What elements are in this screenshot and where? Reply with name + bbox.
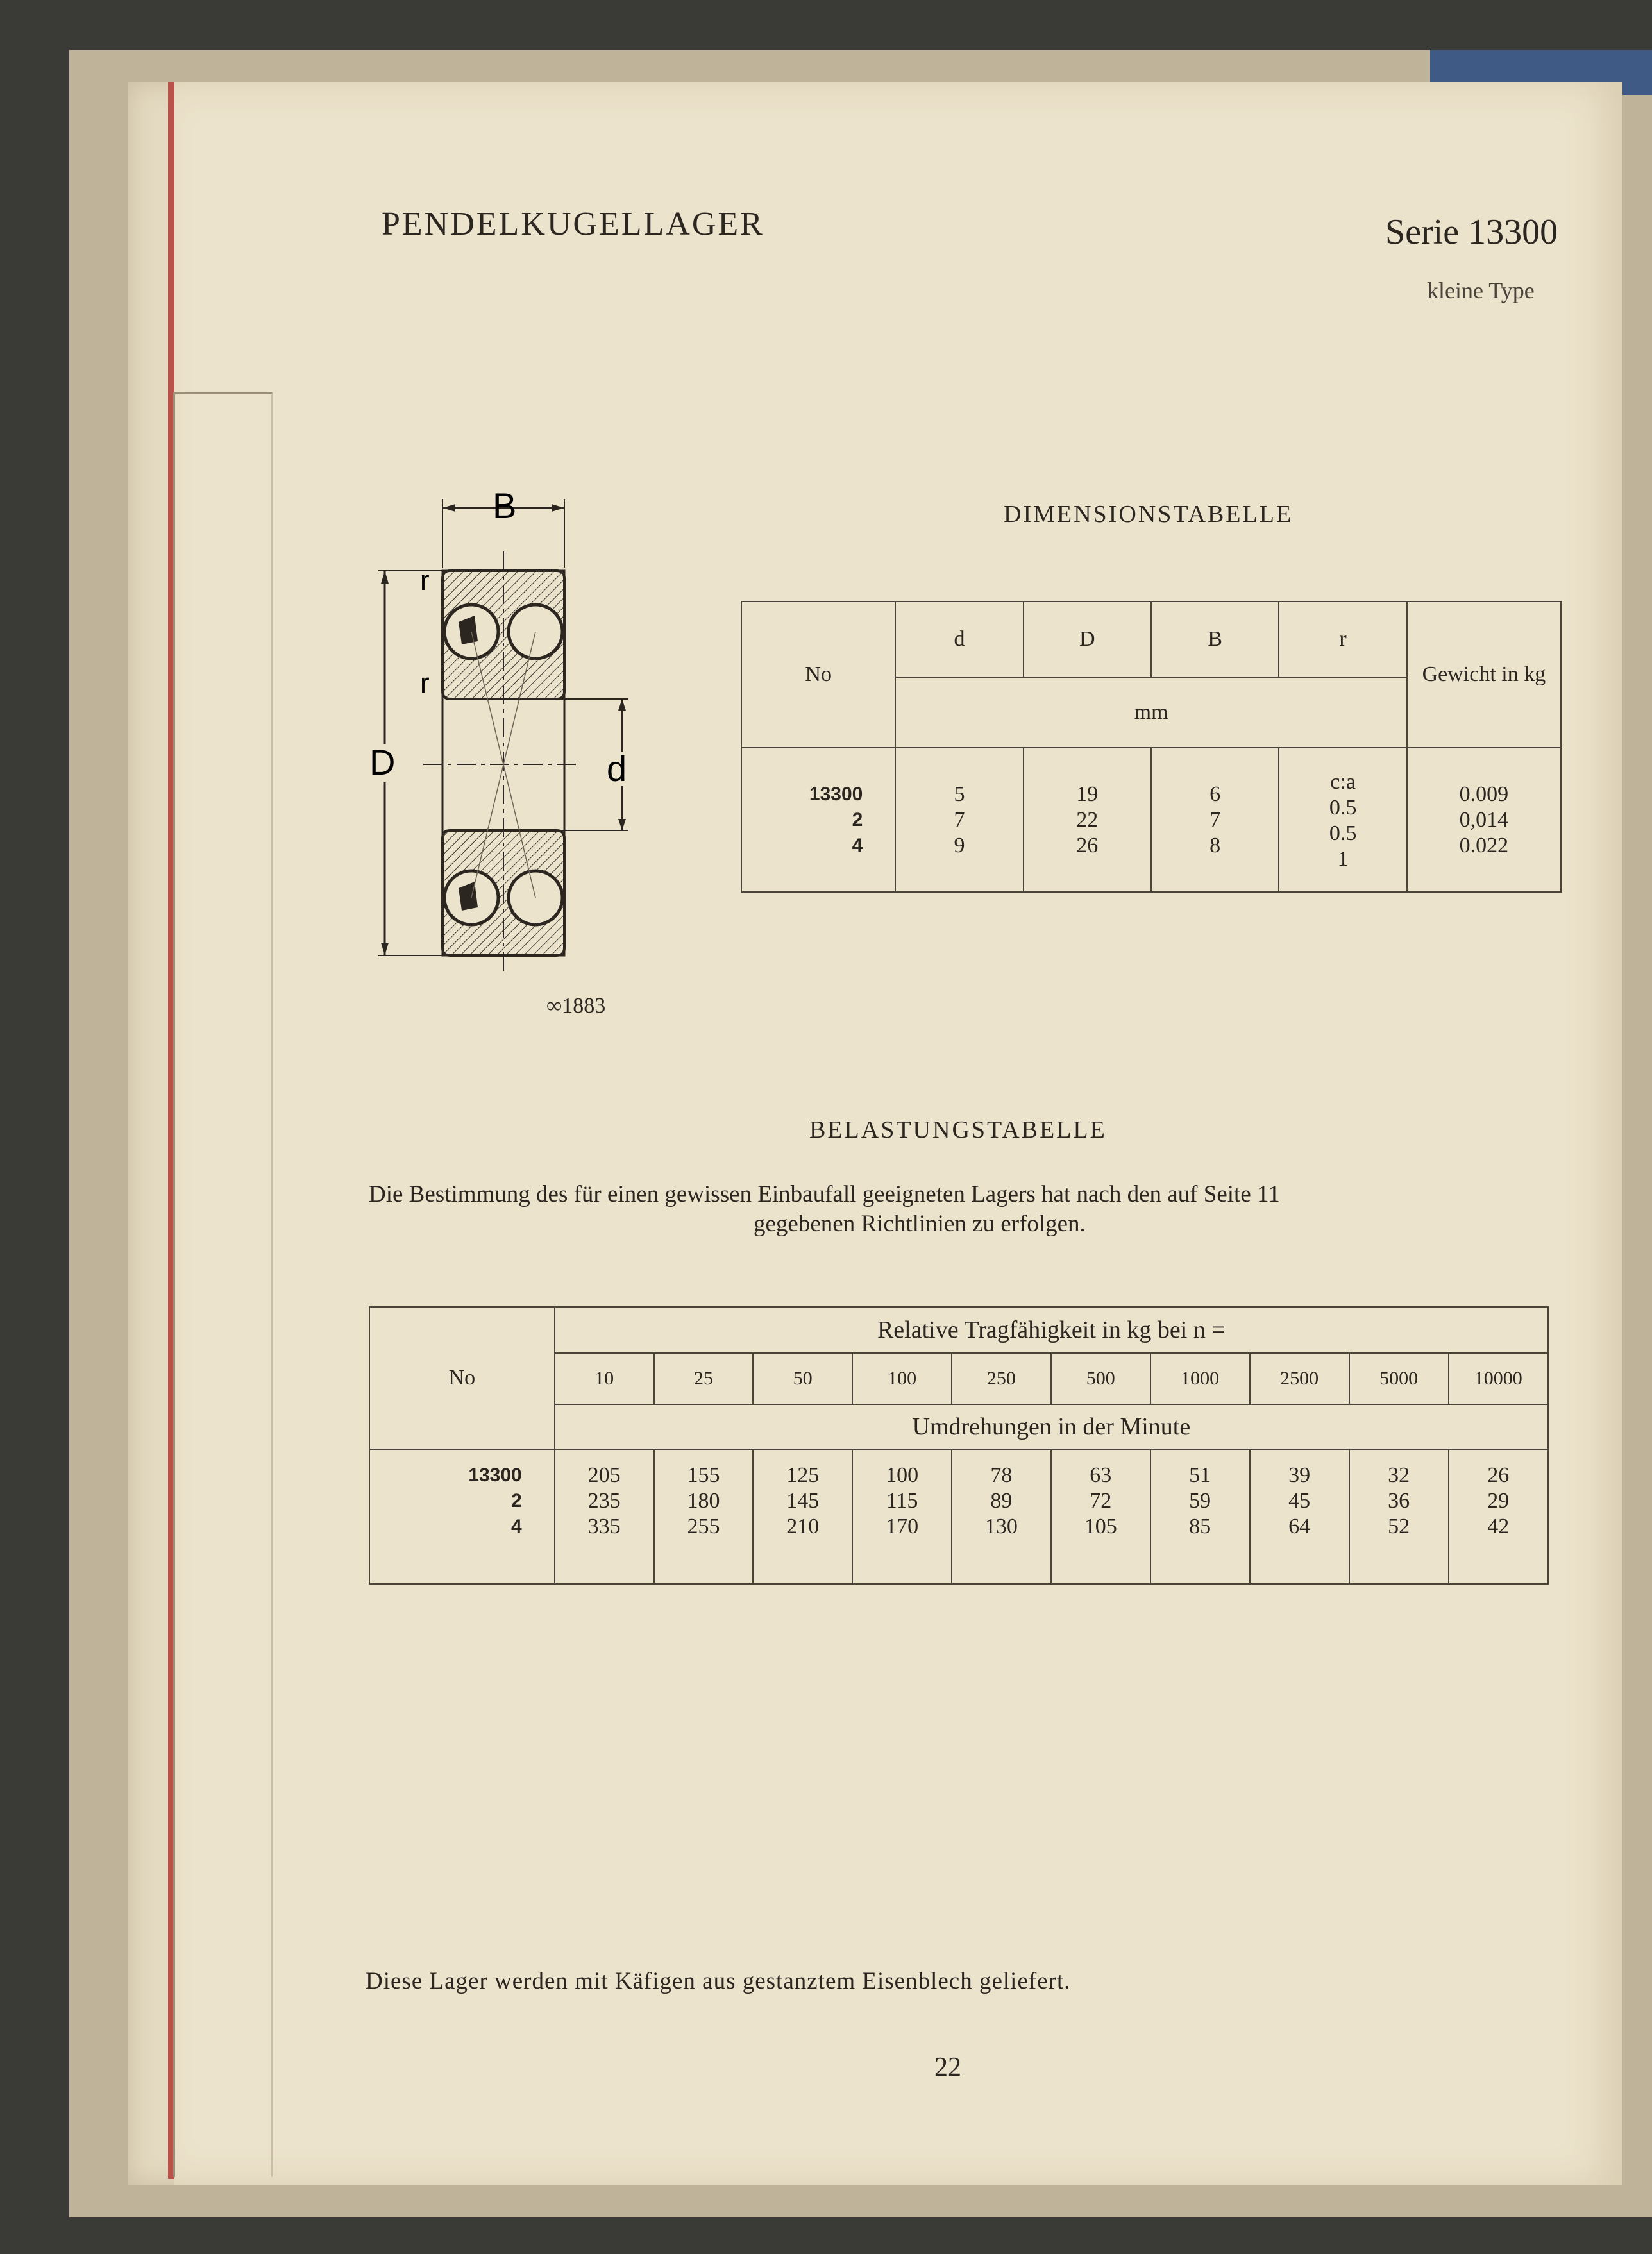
load-value: 145 (786, 1489, 820, 1513)
dim-col-r (1279, 748, 1407, 892)
load-value: 63 (1090, 1463, 1112, 1487)
type-label: kleine Type (1427, 278, 1535, 303)
load-value: 180 (687, 1489, 720, 1513)
dim-col-d (895, 748, 1023, 892)
load-header-capacity: Relative Tragfähigkeit in kg bei n = (555, 1307, 1548, 1353)
dim-r-2: 0.5 (1329, 821, 1357, 845)
load-header-no: No (369, 1307, 555, 1449)
page-number: 22 (934, 2053, 961, 2082)
load-col-8 (1349, 1449, 1449, 1584)
label-D: D (369, 742, 396, 782)
speed-header-2: 50 (753, 1353, 852, 1404)
load-value: 85 (1189, 1515, 1211, 1538)
dimension-table (741, 601, 1562, 893)
load-value: 205 (587, 1463, 621, 1487)
dim-B-1: 6 (1210, 782, 1221, 806)
label-r-mid: r (420, 668, 430, 699)
load-value: 45 (1288, 1489, 1311, 1513)
load-value: 210 (786, 1515, 820, 1538)
dim-col-B (1151, 748, 1279, 892)
load-value: 100 (886, 1463, 919, 1487)
load-value: 39 (1288, 1463, 1311, 1487)
dim-r-1: 0.5 (1329, 796, 1357, 820)
dim-col-D-outer (1024, 748, 1151, 892)
dim-r-3: 1 (1337, 847, 1349, 871)
load-value: 64 (1288, 1515, 1311, 1538)
header-no: No (741, 601, 895, 748)
load-value: 130 (984, 1515, 1018, 1538)
header-d: d (895, 601, 1023, 677)
load-value: 125 (786, 1463, 820, 1487)
dim-no-2: 2 (852, 809, 863, 830)
load-values-row (369, 1449, 1548, 1584)
speed-header-5: 500 (1051, 1353, 1150, 1404)
speed-header-6: 1000 (1150, 1353, 1250, 1404)
load-value: 235 (587, 1489, 621, 1513)
series-label: Serie 13300 (1385, 212, 1558, 252)
dim-weight-2: 0,014 (1459, 807, 1509, 832)
dim-D-1: 19 (1076, 782, 1099, 806)
load-col-no (369, 1449, 555, 1584)
load-value: 72 (1090, 1489, 1112, 1513)
load-table (369, 1306, 1549, 1585)
dim-B-2: 7 (1210, 807, 1221, 832)
label-B: B (493, 487, 517, 526)
dim-no-1: 13300 (809, 783, 863, 805)
load-value: 29 (1487, 1489, 1510, 1513)
header-D-outer: D (1024, 601, 1151, 677)
load-value: 105 (1084, 1515, 1117, 1538)
load-value: 36 (1388, 1489, 1410, 1513)
dim-col-no (741, 748, 895, 892)
load-value: 51 (1189, 1463, 1211, 1487)
dimension-table-title: DIMENSIONSTABELLE (1004, 501, 1294, 528)
load-no-3: 4 (511, 1516, 522, 1537)
dim-D-3: 26 (1076, 833, 1099, 857)
label-r-top: r (420, 565, 430, 596)
header-B: B (1151, 601, 1279, 677)
load-col-1 (654, 1449, 754, 1584)
load-col-7 (1250, 1449, 1349, 1584)
dim-D-2: 22 (1076, 807, 1099, 832)
load-col-4 (952, 1449, 1051, 1584)
load-value: 89 (990, 1489, 1013, 1513)
load-col-2 (753, 1449, 852, 1584)
load-value: 170 (886, 1515, 919, 1538)
load-col-9 (1449, 1449, 1548, 1584)
drawing-number: ∞1883 (546, 994, 606, 1018)
index-tab (173, 392, 273, 2177)
label-d: d (607, 748, 627, 789)
load-col-5 (1051, 1449, 1150, 1584)
speed-header-4: 250 (952, 1353, 1051, 1404)
load-value: 255 (687, 1515, 720, 1538)
load-header-rpm: Umdrehungen in der Minute (555, 1404, 1548, 1449)
dim-d-2: 7 (954, 807, 965, 832)
load-value: 26 (1487, 1463, 1510, 1487)
load-value: 52 (1388, 1515, 1410, 1538)
intro-paragraph (369, 1180, 1555, 1239)
load-col-3 (852, 1449, 952, 1584)
speed-header-0: 10 (555, 1353, 654, 1404)
footer-note: Diese Lager werden mit Käfigen aus gestanztem Eisenblech geliefert. (366, 1968, 1071, 1994)
speed-header-9: 10000 (1449, 1353, 1548, 1404)
load-value: 335 (587, 1515, 621, 1538)
load-value: 115 (886, 1489, 918, 1513)
speed-header-1: 25 (654, 1353, 754, 1404)
dim-B-3: 8 (1210, 833, 1221, 857)
intro-line-2: gegebenen Richtlinien zu erfolgen. (754, 1211, 1086, 1237)
load-no-1: 13300 (468, 1465, 522, 1486)
bearing-section-drawing (366, 487, 648, 975)
dim-weight-1: 0.009 (1459, 782, 1509, 806)
dim-no-3: 4 (852, 834, 863, 856)
header-r: r (1279, 601, 1407, 677)
speed-header-3: 100 (852, 1353, 952, 1404)
load-value: 42 (1487, 1515, 1510, 1538)
dim-weight-3: 0.022 (1459, 833, 1509, 857)
dim-d-1: 5 (954, 782, 965, 806)
dim-col-weight (1407, 748, 1561, 892)
load-col-6 (1150, 1449, 1250, 1584)
load-value: 78 (990, 1463, 1013, 1487)
dim-d-3: 9 (954, 833, 965, 857)
header-unit: mm (895, 677, 1407, 748)
load-no-2: 2 (511, 1490, 522, 1511)
header-weight: Gewicht in kg (1407, 601, 1561, 748)
intro-line-1: Die Bestimmung des für einen gewissen Einbaufall geeigneten Lagers hat nach den auf Seite 11 (369, 1181, 1280, 1207)
load-table-title: BELASTUNGSTABELLE (809, 1116, 1107, 1143)
page-title: PENDELKUGELLAGER (382, 206, 764, 242)
speed-header-7: 2500 (1250, 1353, 1349, 1404)
load-col-0 (555, 1449, 654, 1584)
dim-r-note: c:a (1330, 770, 1356, 794)
load-value: 32 (1388, 1463, 1410, 1487)
load-value: 155 (687, 1463, 720, 1487)
speed-header-8: 5000 (1349, 1353, 1449, 1404)
load-value: 59 (1189, 1489, 1211, 1513)
